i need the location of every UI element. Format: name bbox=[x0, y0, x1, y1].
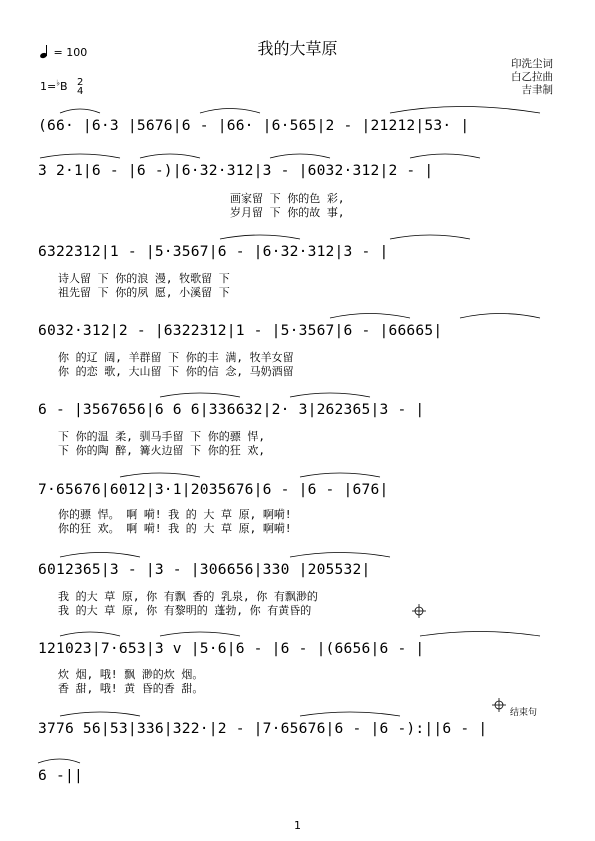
slur bbox=[160, 632, 240, 636]
slur bbox=[220, 235, 300, 239]
slur bbox=[270, 154, 330, 158]
slur bbox=[40, 154, 120, 158]
slur bbox=[420, 632, 540, 637]
music-line-6: 7·65676|6012|3·1|2035676|6 - |6 - |676| bbox=[38, 481, 389, 498]
slur bbox=[60, 632, 120, 636]
music-line-2: 3 2·1|6 - |6 -)|6·32·312|3 - |6032·312|2 - | bbox=[38, 162, 434, 179]
slur bbox=[300, 712, 400, 716]
flat-icon: ♭ bbox=[56, 78, 60, 88]
maker-credit: 吉聿制 bbox=[521, 84, 553, 96]
music-line-1: (66· |6·3 |5676|6 - |66· |6·565|2 - |21212|53· | bbox=[38, 117, 470, 134]
slur bbox=[60, 712, 140, 716]
time-denominator: 4 bbox=[77, 86, 84, 97]
time-numerator: 2 bbox=[77, 77, 84, 88]
slur bbox=[330, 314, 410, 319]
slur bbox=[60, 109, 100, 113]
lyric-line-7a: 我 的大 草 原, 你 有飘 香的 乳泉, 你 有飘渺的 bbox=[58, 590, 318, 603]
lyric-line-7b: 我 的大 草 原, 你 有黎明的 蓬勃, 你 有黄昏的 bbox=[58, 604, 312, 617]
lyric-line-5a: 下 你的温 柔, 驯马手留 下 你的骠 悍, bbox=[58, 430, 265, 443]
lyric-line-8a: 炊 烟, 哦! 飘 渺的炊 烟。 bbox=[58, 668, 204, 681]
music-line-4: 6032·312|2 - |6322312|1 - |5·3567|6 - |66665| bbox=[38, 322, 443, 339]
slur bbox=[200, 109, 260, 114]
slur bbox=[290, 393, 370, 397]
key-prefix: 1= bbox=[40, 80, 57, 93]
slur bbox=[60, 553, 140, 558]
coda-sign-icon bbox=[412, 604, 506, 712]
lyric-line-6b: 你的狂 欢。 啊 嗬! 我 的 大 草 原, 啊嗬! bbox=[58, 522, 292, 535]
slur bbox=[390, 107, 540, 114]
music-line-8: 121023|7·653|3 v |5·6|6 - |6 - |(6656|6 - | bbox=[38, 640, 425, 657]
song-title: 我的大草原 bbox=[257, 39, 338, 58]
page-number: 1 bbox=[294, 819, 301, 832]
lyric-line-2a: 画家留 下 你的色 彩, bbox=[230, 192, 345, 205]
lyric-line-3a: 诗人留 下 你的浪 漫, 牧歌留 下 bbox=[58, 272, 230, 285]
slur bbox=[300, 473, 380, 477]
lyric-line-8b: 香 甜, 哦! 黄 昏的香 甜。 bbox=[58, 682, 204, 695]
slur bbox=[460, 314, 540, 319]
lyric-line-3b: 祖先留 下 你的夙 愿, 小溪留 下 bbox=[58, 286, 230, 299]
lyricist-credit: 印洗尘词 bbox=[511, 58, 553, 70]
lyric-line-4b: 你 的恋 歌, 大山留 下 你的信 念, 马奶酒留 bbox=[58, 365, 294, 378]
lyric-line-6a: 你的骠 悍。 啊 嗬! 我 的 大 草 原, 啊嗬! bbox=[58, 508, 292, 521]
tempo-value: = 100 bbox=[53, 46, 88, 59]
coda-label: 结束句 bbox=[510, 708, 538, 718]
composer-credit: 白乙拉曲 bbox=[511, 71, 553, 83]
slur bbox=[390, 235, 470, 239]
music-line-7: 6012365|3 - |3 - |306656|330 |205532| bbox=[38, 561, 371, 578]
music-line-9: 3776 56|53|336|322·|2 - |7·65676|6 - |6 -):||6 - | bbox=[38, 720, 488, 737]
lyric-line-4a: 你 的辽 阔, 羊群留 下 你的丰 满, 牧羊女留 bbox=[58, 351, 294, 364]
slur bbox=[160, 393, 240, 397]
slur bbox=[410, 154, 480, 158]
slur bbox=[120, 473, 200, 477]
slur bbox=[290, 553, 390, 558]
music-line-3: 6322312|1 - |5·3567|6 - |6·32·312|3 - | bbox=[38, 243, 389, 260]
slur bbox=[140, 154, 200, 158]
music-line-10: 6 -|| bbox=[38, 767, 83, 784]
lyric-line-5b: 下 你的陶 醉, 篝火边留 下 你的狂 欢, bbox=[58, 444, 265, 457]
key-note: B bbox=[60, 80, 68, 93]
music-line-5: 6 - |3567656|6 6 6|336632|2· 3|262365|3 - | bbox=[38, 401, 425, 418]
slur bbox=[38, 759, 80, 763]
lyric-line-2b: 岁月留 下 你的故 事, bbox=[230, 206, 345, 219]
